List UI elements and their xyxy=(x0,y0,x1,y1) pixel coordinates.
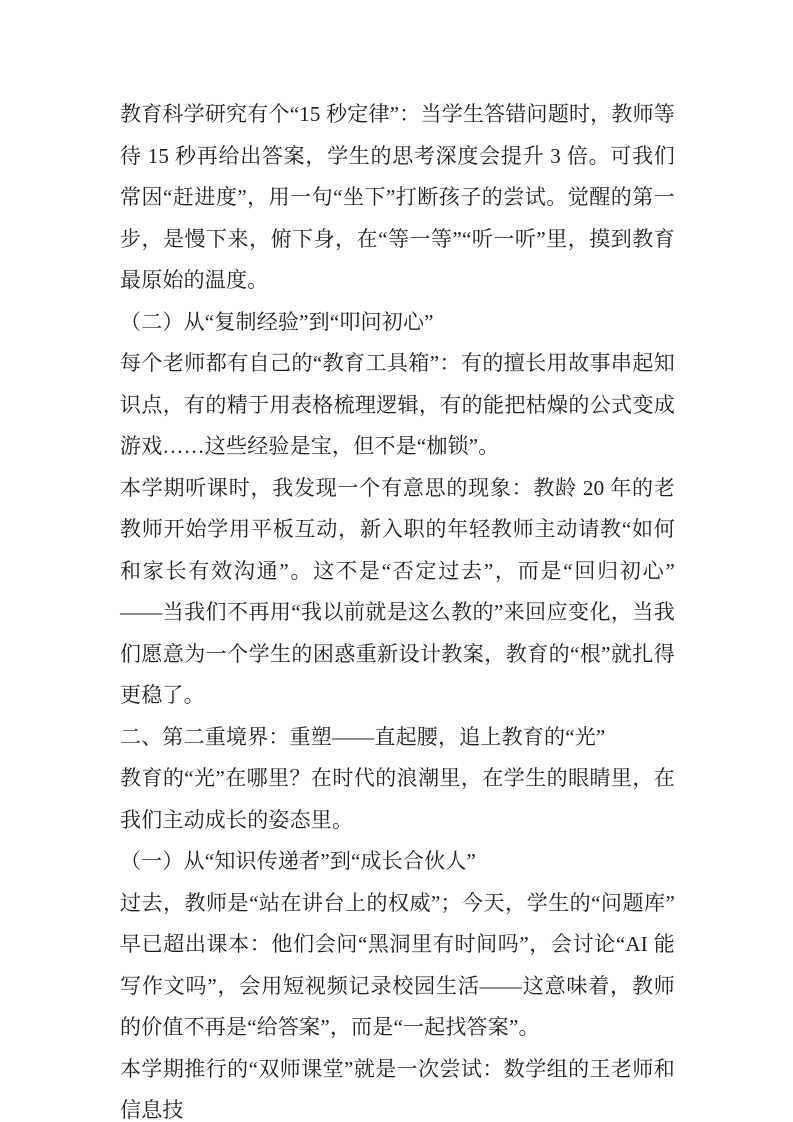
section-heading: 二、第二重境界：重塑——直起腰，追上教育的“光” xyxy=(120,724,606,749)
paragraph: 本学期推行的“双师课堂”就是一次尝试：数学组的王老师和信息技 xyxy=(120,1056,675,1122)
document-body[interactable] xyxy=(120,94,675,1122)
paragraph: 本学期听课时，我发现一个有意思的现象：教龄 20 年的老教师开始学用平板互动，新入职的年轻教师主动请教“如何和家长有效沟通”。这不是“否定过去”，而是“回归初心”——当我们不再用“我以前就是这么教的”来回应变化，当我们愿意为一个学生的困惑重新设计教案，教育的“根”就扎得更稳了。 xyxy=(120,475,675,707)
section-heading: （一）从“知识传递者”到“成长合伙人” xyxy=(120,849,477,873)
paragraph: 教育的“光”在哪里？在时代的浪潮里，在学生的眼睛里，在我们主动成长的姿态里。 xyxy=(120,766,675,832)
paragraph: 每个老师都有自己的“教育工具箱”：有的擅长用故事串起知识点，有的精于用表格梳理逻辑，有的能把枯燥的公式变成游戏……这些经验是宝，但不是“枷锁”。 xyxy=(120,351,675,458)
section-heading: （二）从“复制经验”到“叩问初心” xyxy=(120,309,434,334)
paragraph: 教育科学研究有个“15 秒定律”：当学生答错问题时，教师等待 15 秒再给出答案，学生的思考深度会提升 3 倍。可我们常因“赶进度”，用一句“坐下”打断孩子的尝试。觉醒的第一步，是慢下来，俯下身，在“等一等”“听一听”里，摸到教育最原始的温度。 xyxy=(120,102,675,292)
paragraph: 过去，教师是“站在讲台上的权威”；今天，学生的“问题库”早已超出课本：他们会问“黑洞里有时间吗”，会讨论“AI 能写作文吗”，会用短视频记录校园生活——这意味着，教师的价值不再是“给答案”，而是“一起找答案”。 xyxy=(120,890,675,1039)
